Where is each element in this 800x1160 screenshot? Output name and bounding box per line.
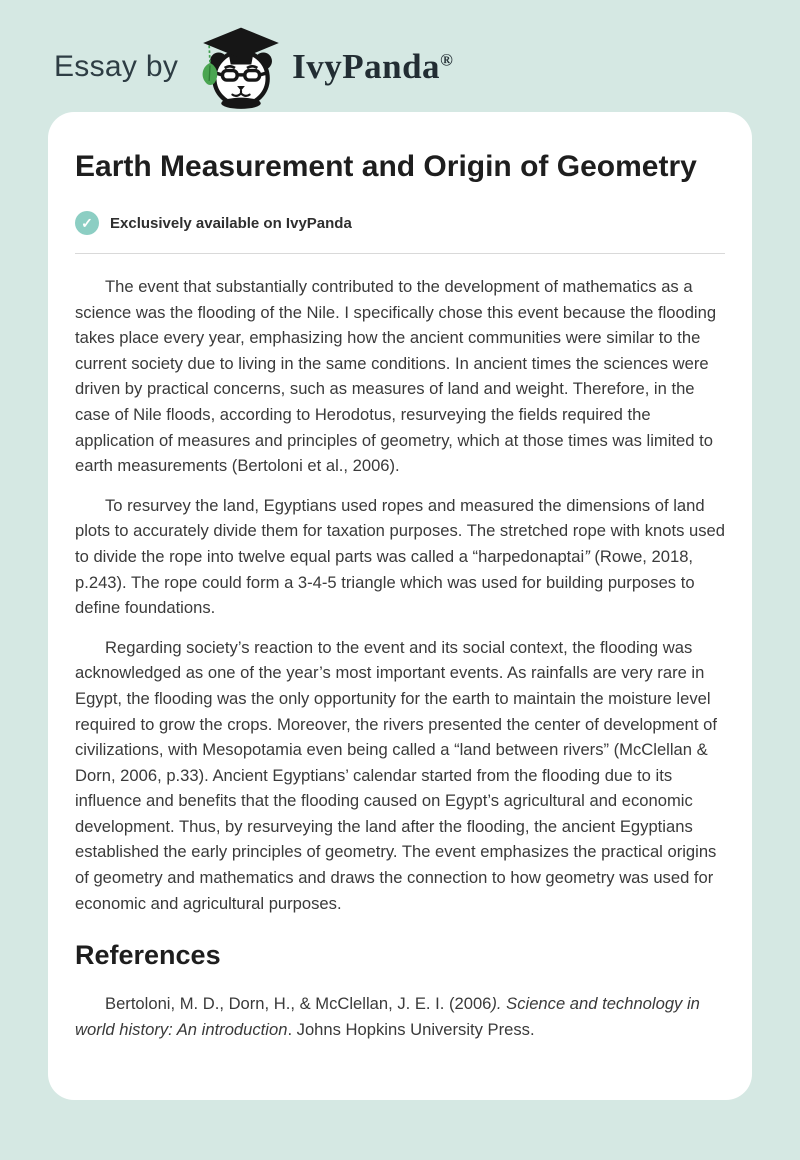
- ivypanda-logo[interactable]: [198, 25, 284, 116]
- brand-wordmark[interactable]: IvyPanda®: [292, 47, 454, 86]
- check-icon: ✓: [75, 211, 99, 235]
- reference-entry: Bertoloni, M. D., Dorn, H., & McClellan, J. E. I. (2006). Science and technology in world history: An introduction. Johns Hopkins University Press.: [75, 994, 700, 1039]
- essay-paragraph-3: Regarding society’s reaction to the event and its social context, the flooding was acknowledged as one of the year’s most important events. As rainfalls are very rare in Egypt, the flooding was the only opportunity for the earth to maintain the moisture level required to grow the crops. Moreover, the rivers presented the center of development of civilizations, with Mesopotamia even being called a “land between rivers” (McClellan & Dorn, 2006, p.33). Ancient Egyptians’ calendar started from the flooding due to its influence and benefits that the flooding caused on Egypt’s agricultural and economic development. Thus, by resurveying the land after the flooding, the ancient Egyptians established the early principles of geometry. The event emphasizes the practical origins of geometry and mathematics and draws the connection to how geometry was used for economic and agricultural purposes.: [75, 637, 717, 913]
- divider: [75, 253, 725, 254]
- availability-badge: [75, 211, 725, 235]
- references-heading: References: [75, 940, 221, 971]
- essay-paragraph-2: To resurvey the land, Egyptians used ropes and measured the dimensions of land plots to accurately divide them for taxation purposes. The stretched rope with knots used to divide the rope into twelve equal parts was called a “harpedonaptai” (Rowe, 2018, p.243). The rope could form a 3-4-5 triangle which was used for building purposes to define foundations.: [75, 495, 725, 618]
- page-title: Earth Measurement and Origin of Geometry: [75, 150, 697, 183]
- essay-by-label: Essay by: [54, 50, 179, 83]
- availability-badge-label: Exclusively available on IvyPanda: [110, 214, 352, 232]
- essay-paragraph-1: The event that substantially contributed to the development of mathematics as a science was the flooding of the Nile. I specifically chose this event because the flooding takes place every year, emphasizing how the ancient communities were similar to the current society due to living in the same conditions. In ancient times the sciences were driven by practical concerns, such as measures of land and weight. Therefore, in the case of Nile floods, according to Herodotus, resurveying the fields required the application of measures and principles of geometry, which at those times was limited to earth measurements (Bertoloni et al., 2006).: [75, 277, 717, 476]
- panda-graduate-icon: [198, 25, 284, 111]
- site-header: [0, 0, 800, 104]
- essay-card: [48, 112, 752, 1100]
- registered-mark: ®: [440, 50, 454, 70]
